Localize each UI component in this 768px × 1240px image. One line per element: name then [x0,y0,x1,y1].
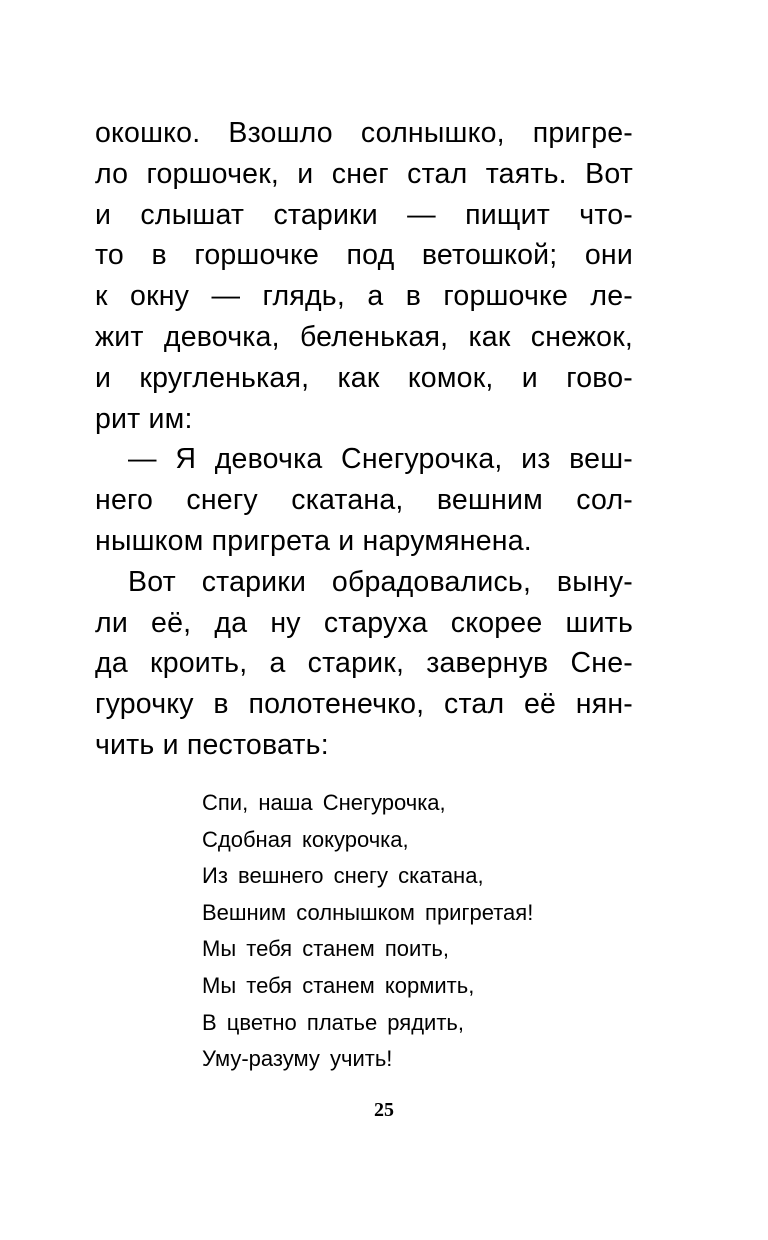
poem-verse: Мы тебя станем кормить, [202,972,475,998]
prose-block [95,113,633,766]
page-number: 25 [374,1099,394,1121]
text-line: — Я девочка Снегурочка, из веш- [128,443,633,476]
text-line: окошко. Взошло солнышко, пригре- [95,117,633,149]
text-line: и слышат старики — пищит что- [95,198,633,231]
poem-verse: Мы тебя станем поить, [202,936,449,962]
poem-verse: Вешним солнышком пригретая! [202,899,534,925]
text-line: к окну — глядь, а в горшочке ле- [95,280,633,313]
text-line: нышком пригрета и нарумянена. [95,524,532,557]
poem-verse: Спи, наша Снегурочка, [202,790,446,815]
text-line: него снегу скатана, вешним сол- [95,484,633,517]
text-line: Вот старики обрадовались, выну- [128,565,633,598]
text-line: ло горшочек, и снег стал таять. Вот [95,157,633,190]
text-line: ли её, да ну старуха скорее шить [95,606,633,639]
poem-verse: Уму-разуму учить! [202,1046,393,1072]
poem-verse: Сдобная кокурочка, [202,826,409,852]
text-line: гурочку в полотенечко, стал её нян- [95,688,633,721]
poem-block [202,785,622,1078]
text-line: и кругленькая, как комок, и гово- [95,361,633,394]
text-line: чить и пестовать: [95,728,329,761]
text-line: то в горшочке под ветошкой; они [95,239,633,272]
text-line: жит девочка, беленькая, как снежок, [95,320,633,353]
text-line: да кроить, а старик, завернув Сне- [95,647,633,680]
poem-verse: Из вешнего снегу скатана, [202,863,484,889]
text-line: рит им: [95,402,193,435]
poem-verse: В цветно платье рядить, [202,1009,464,1035]
